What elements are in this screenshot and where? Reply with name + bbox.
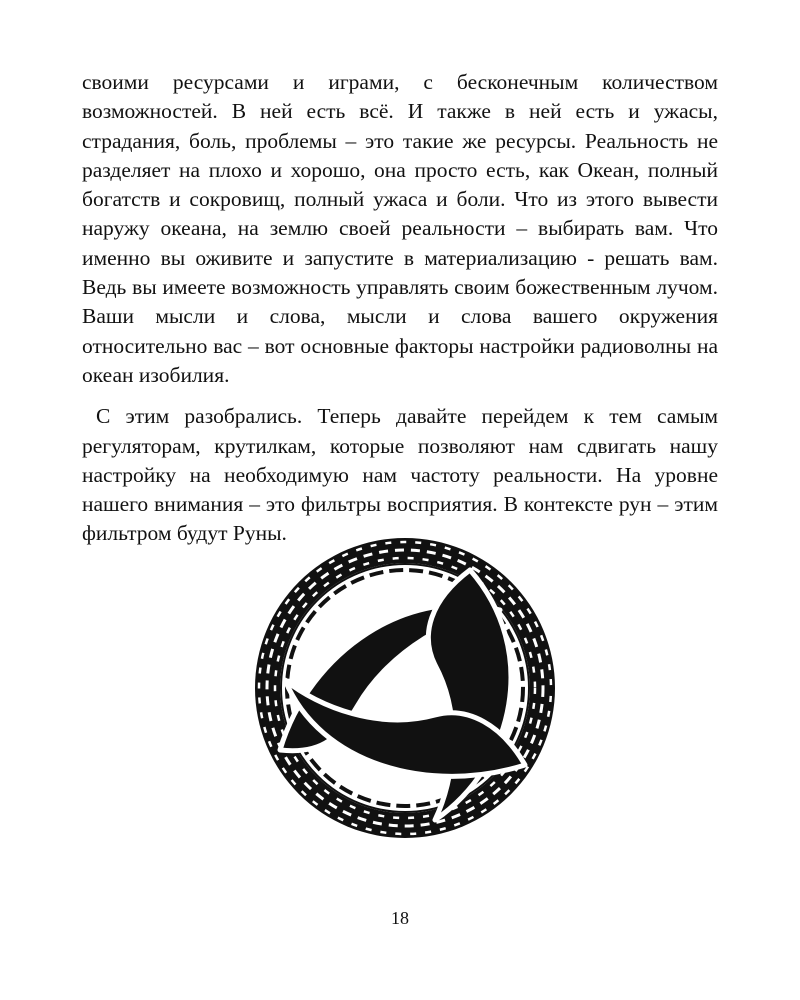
paragraph-2: С этим разобрались. Теперь давайте перейдем к тем самым регуляторам, крутилкам, которые позволяют нам сдвигать нашу настройку на необходимую нам частоту реальности. На уровне нашего внимания – это фильтры восприятия. В контексте рун – этим фильтром будут Руны. <box>82 404 718 546</box>
page-number: 18 <box>391 908 409 928</box>
celtic-knot-illustration <box>240 530 570 840</box>
celtic-triple-horn-knot-icon <box>240 530 570 840</box>
paragraph-1: своими ресурсами и играми, с бесконечным количеством возможностей. В ней есть всё. И также в ней есть и ужасы, страдания, боль, проблемы – это такие же ресурсы. Реальность не разделяет на плохо и хорошо, она просто есть, как Океан, полный богатств и сокровищ, полный ужаса и боли. Что из этого вывести наружу океана, на землю своей реальности – выбирать вам. Что именно вы оживите и запустите в материализацию - решать вам. Ведь вы имеете возможность управлять своим божественным лучом. Ваши мысли и слова, мысли и слова вашего окружения относительно вас – вот основные факторы настройки радиоволны на океан изобилия. <box>82 70 718 387</box>
body-text <box>82 68 718 549</box>
